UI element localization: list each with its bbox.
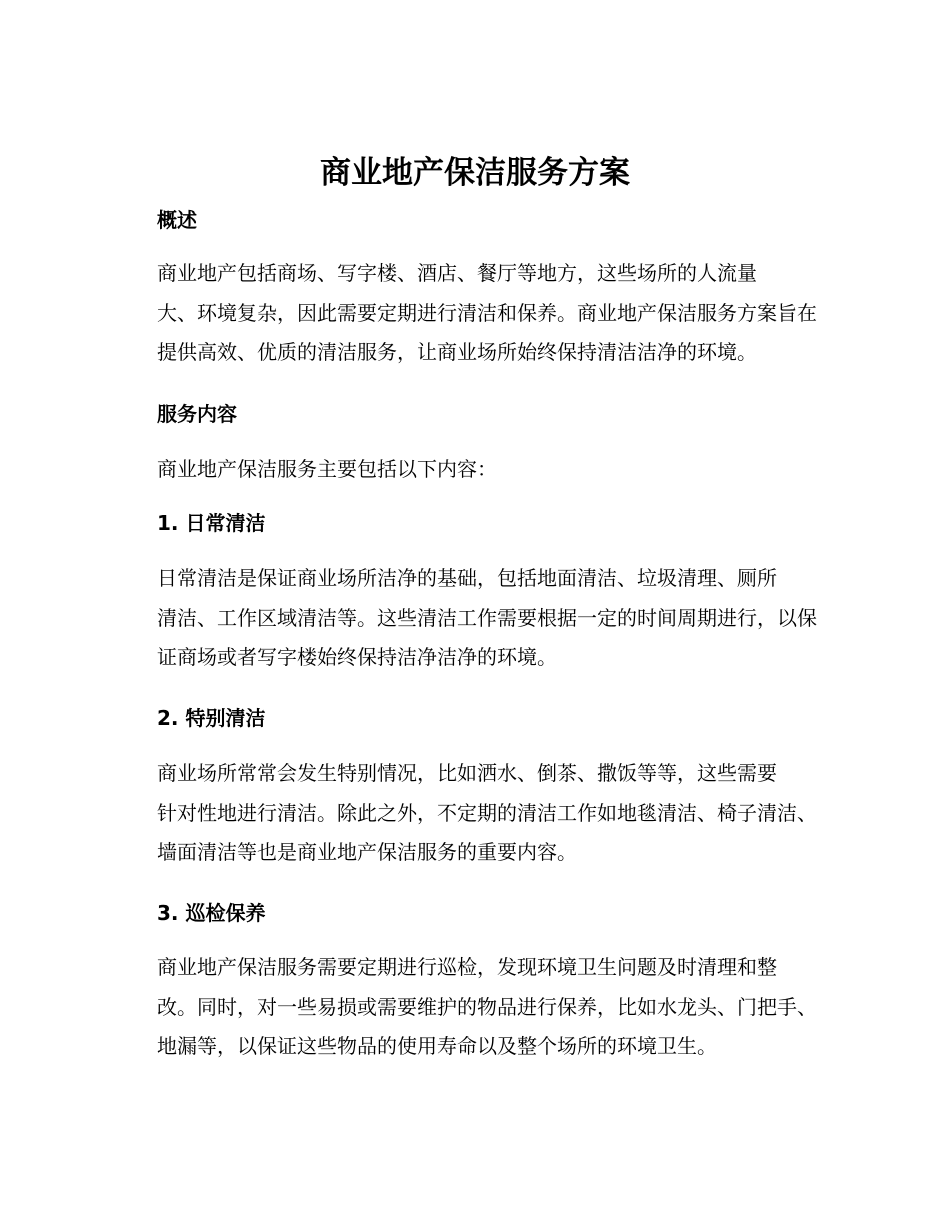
section-heading-daily-cleaning: 1. 日常清洁 xyxy=(157,511,266,535)
paragraph-line: 改。同时，对一些易损或需要维护的物品进行保养，比如水龙头、门把手、 xyxy=(157,994,817,1019)
paragraph-line: 针对性地进行清洁。除此之外，不定期的清洁工作如地毯清洁、椅子清洁、 xyxy=(157,800,817,825)
section-paragraph-overview xyxy=(113,254,833,373)
section-paragraph-inspection-maintenance xyxy=(113,948,833,1067)
paragraph-line: 提供高效、优质的清洁服务，让商业场所始终保持清洁洁净的环境。 xyxy=(157,340,757,364)
section-paragraph-daily-cleaning xyxy=(113,559,833,678)
paragraph-line: 日常清洁是保证商业场所洁净的基础，包括地面清洁、垃圾清理、厕所 xyxy=(157,566,777,590)
paragraph-line: 墙面清洁等也是商业地产保洁服务的重要内容。 xyxy=(157,840,577,864)
section-heading-inspection-maintenance: 3. 巡检保养 xyxy=(157,901,266,925)
section-paragraph-service-content xyxy=(113,450,833,490)
paragraph-line: 商业地产保洁服务主要包括以下内容： xyxy=(157,457,497,481)
section-heading-service-content: 服务内容 xyxy=(157,402,237,426)
paragraph-line: 商业地产保洁服务需要定期进行巡检，发现环境卫生问题及时清理和整 xyxy=(157,955,777,979)
section-heading-overview: 概述 xyxy=(157,208,197,232)
section-paragraph-special-cleaning xyxy=(113,754,833,873)
paragraph-line: 商业地产包括商场、写字楼、酒店、餐厅等地方，这些场所的人流量 xyxy=(157,261,757,285)
paragraph-line: 大、环境复杂，因此需要定期进行清洁和保养。商业地产保洁服务方案旨在 xyxy=(157,300,817,325)
paragraph-line: 证商场或者写字楼始终保持洁净洁净的环境。 xyxy=(157,645,557,669)
document-title: 商业地产保洁服务方案 xyxy=(320,155,630,191)
paragraph-line: 地漏等，以保证这些物品的使用寿命以及整个场所的环境卫生。 xyxy=(157,1034,717,1058)
paragraph-line: 商业场所常常会发生特别情况，比如洒水、倒茶、撒饭等等，这些需要 xyxy=(157,761,777,785)
section-heading-special-cleaning: 2. 特别清洁 xyxy=(157,706,266,730)
paragraph-line: 清洁、工作区域清洁等。这些清洁工作需要根据一定的时间周期进行，以保 xyxy=(157,605,817,630)
